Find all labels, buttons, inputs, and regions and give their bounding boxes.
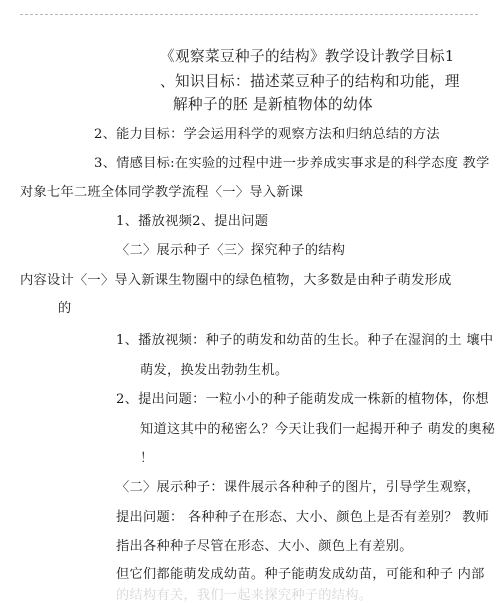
item-1-line-2: 萌发，换发出勃勃生机。: [140, 363, 289, 378]
ability-goal: 2、能力目标：学会运用科学的观察方法和归纳总结的方法: [94, 127, 440, 142]
teaching-target: 对象七年二班全体同学教学流程〈一〉导入新课: [20, 185, 304, 200]
item-2-line-1: 2、提出问题：一粒小小的种子能萌发成一株新的植物体，你想: [116, 392, 489, 407]
show-seeds-line-1: 〈二〉展示种子：课件展示各种种子的图片，引导学生观察，: [116, 480, 481, 495]
top-divider: [20, 14, 478, 15]
item-1-line-1: 1、播放视频：种子的萌发和幼苗的生长。种子在湿润的土 壤中: [116, 333, 494, 348]
title-line-2: 、知识目标：描述菜豆种子的结构和功能，理: [160, 73, 460, 90]
show-seeds-line-2: 提出问题： 各种种子在形态、大小、颜色上是否有差别？ 教师: [116, 510, 490, 525]
show-seeds-line-3: 指出各种种子尽管在形态、大小、颜色上有差别。: [116, 539, 413, 554]
content-design: 内容设计〈一〉导入新课生物圈中的绿色植物，大多数是由种子萌发形成: [20, 273, 452, 288]
faded-cutoff-line: 的结构有关，我们一起来探究种子的结构。: [116, 588, 373, 603]
content-design-cont: 的: [58, 301, 72, 316]
item-2-line-3: ！: [140, 451, 154, 466]
show-seeds-line-4: 但它们都能萌发成幼苗。种子能萌发成幼苗，可能和种子 内部: [116, 567, 485, 582]
title-line-1: 《观察菜豆种子的结构》教学设计教学目标1: [160, 48, 455, 65]
item-2-line-2: 知道这其中的秘密么？今天让我们一起揭开种子 萌发的奥秘: [140, 422, 496, 437]
emotion-goal: 3、情感目标:在实验的过程中进一步养成实事求是的科学态度 教学: [94, 156, 490, 171]
title-line-3: 解种子的胚 是新植物体的幼体: [173, 96, 373, 113]
flow-step-2: 〈二〉展示种子〈三〉探究种子的结构: [116, 243, 346, 258]
flow-step-1: 1、播放视频2、提出问题: [116, 214, 269, 229]
